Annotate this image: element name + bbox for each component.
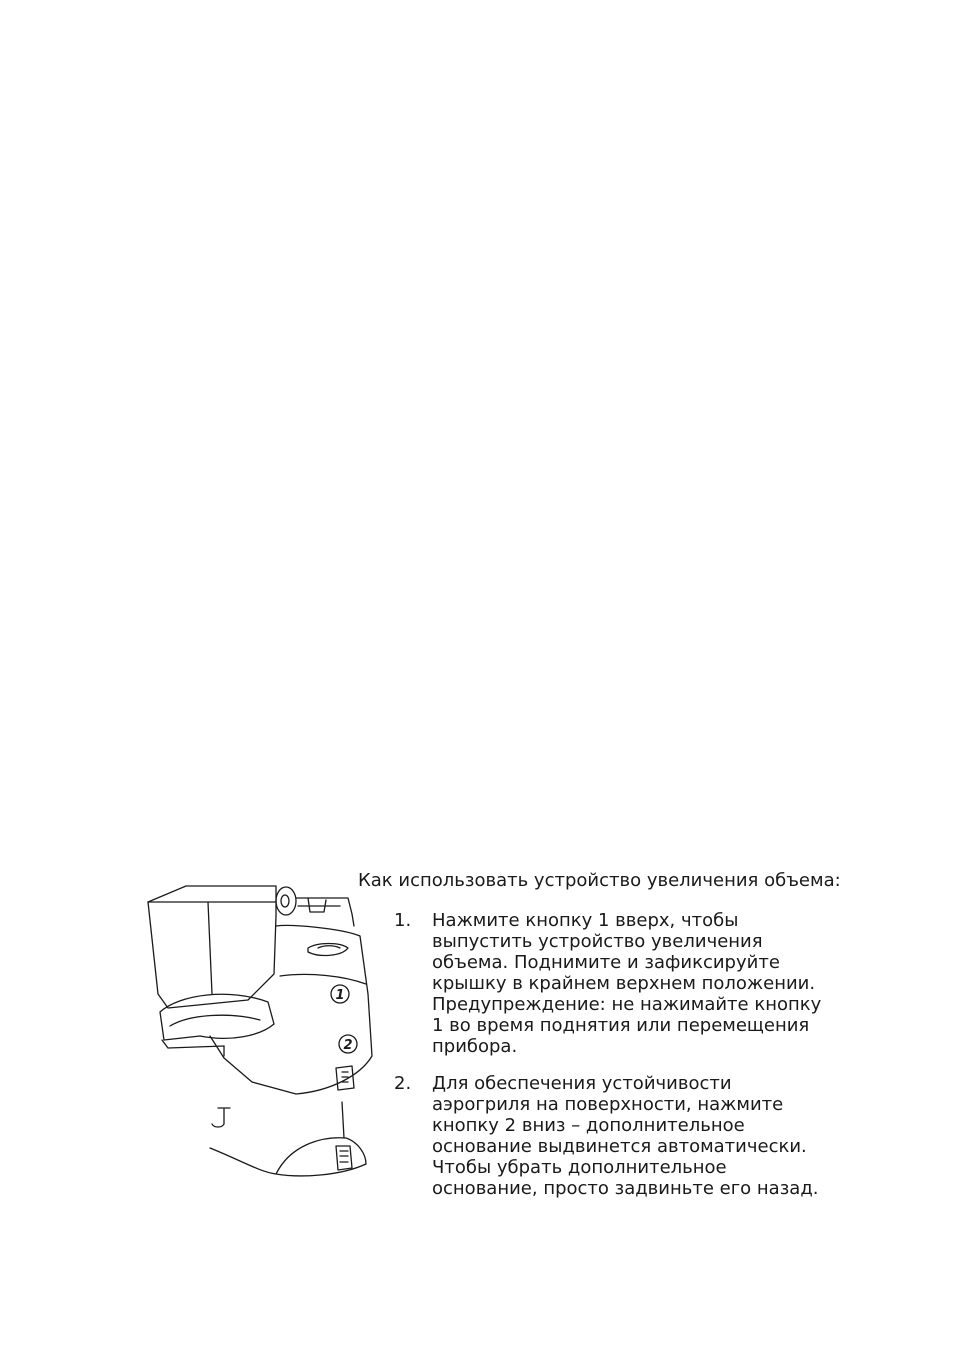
step-1-text bbox=[432, 910, 828, 1057]
step-1-number: 1. bbox=[394, 910, 412, 931]
step-1-line: выпустить устройство увеличения bbox=[432, 931, 763, 952]
button-1-label: 1 bbox=[335, 988, 345, 1003]
instructions-block bbox=[358, 870, 841, 1215]
step-2-line: Чтобы убрать дополнительное bbox=[432, 1157, 727, 1178]
step-1-line: 1 во время поднятия или перемещения bbox=[432, 1015, 810, 1036]
step-1-line: Предупреждение: не нажимайте кнопку bbox=[432, 994, 822, 1015]
step-1-line: крышку в крайнем верхнем положении. bbox=[432, 973, 816, 994]
basket bbox=[160, 994, 274, 1040]
button-2-label: 2 bbox=[343, 1038, 353, 1053]
step-2-line: Для обеспечения устойчивости bbox=[432, 1073, 732, 1094]
step-2-text bbox=[432, 1073, 828, 1199]
step-2-line: основание, просто задвиньте его назад. bbox=[432, 1178, 819, 1199]
step-2-line: аэрогриля на поверхности, нажмите bbox=[432, 1094, 784, 1115]
step-1-line: прибора. bbox=[432, 1036, 518, 1057]
hinge-wheel bbox=[276, 887, 296, 915]
step-2 bbox=[358, 1073, 828, 1199]
step-2-line: кнопку 2 вниз – дополнительное bbox=[432, 1115, 745, 1136]
air-grill-extender-illustration bbox=[140, 876, 380, 1186]
extension-leg bbox=[342, 1102, 344, 1138]
main-body bbox=[210, 925, 372, 1094]
step-1-line: Нажмите кнопку 1 вверх, чтобы bbox=[432, 910, 739, 931]
step-1 bbox=[358, 910, 828, 1057]
step-2-number: 2. bbox=[394, 1073, 412, 1094]
extension-foot bbox=[210, 1138, 366, 1176]
instructions-heading: Как использовать устройство увеличения объема: bbox=[358, 870, 841, 891]
step-2-line: основание выдвинется автоматически. bbox=[432, 1136, 807, 1157]
step-1-line: объема. Поднимите и зафиксируйте bbox=[432, 952, 780, 973]
lid-top bbox=[148, 886, 276, 916]
